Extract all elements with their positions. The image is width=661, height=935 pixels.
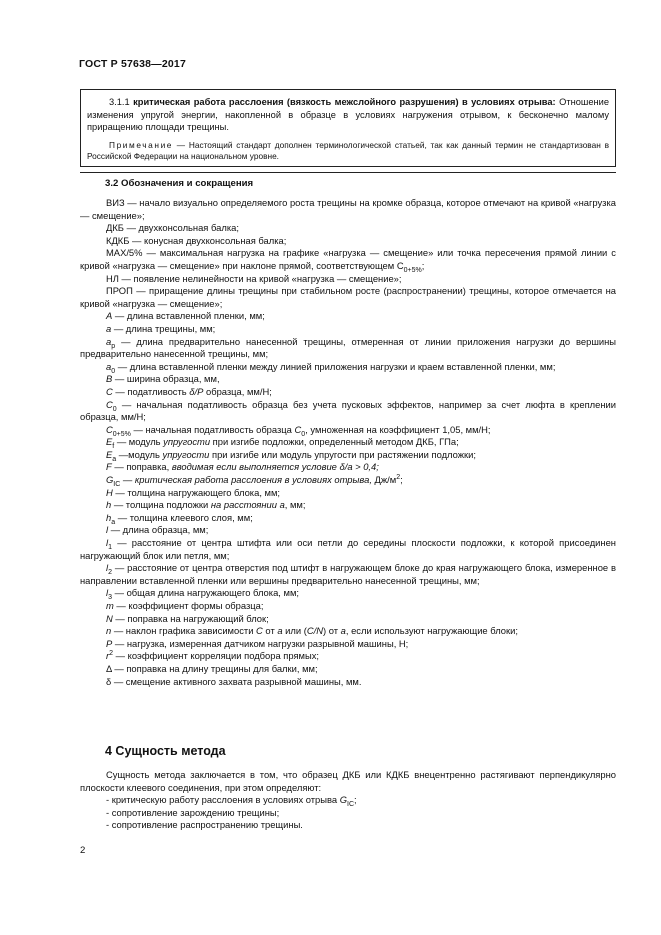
- symbol-Delta: Δ — поправка на длину трещины для балки, мм;: [106, 662, 318, 674]
- symbol-A: A — длина вставленной пленки, мм;: [106, 310, 265, 322]
- note-text: — Настоящий стандарт дополнен терминологической статьей, так как данный термин не стандартизован в Российской Федерации на национальном уровне.: [87, 139, 609, 161]
- definition-box: [80, 89, 616, 167]
- symbol-n: n — наклон графика зависимости C от a или (C/N) от a, если используют нагружающие блоки;: [106, 625, 518, 637]
- symbol-l3: $l_3$ — общая длина нагружающего блока, мм;: [106, 587, 299, 602]
- symbols-list: [80, 197, 616, 688]
- symbol-F: F — поправка, вводимая если выполняется условие δ/a > 0,4;: [106, 461, 379, 473]
- symbol-l: l — длина образца, мм;: [106, 524, 209, 536]
- symbol-B: B — ширина образца, мм,: [106, 373, 220, 385]
- definition-number: 3.1.1: [109, 97, 130, 107]
- symbol-C05: $C_{0+5\%}$ — начальная податливость образца $C_0$, умноженная на коэффициент 1,05, мм/Н;: [106, 423, 491, 438]
- list-item: - критическую работу расслоения в условиях отрыва $G_{IC}$;: [106, 794, 357, 809]
- definition-note: [87, 140, 609, 162]
- symbol-kdkb: КДКБ — конусная двухконсольная балка;: [106, 234, 287, 246]
- symbol-viz: ВИЗ — начало визуально определяемого роста трещины на кромке образца, которое отмечают на кривой «нагрузка — смещение»;: [80, 197, 616, 221]
- symbol-N: N — поправка на нагружающий блок;: [106, 612, 269, 624]
- section-divider: [80, 172, 616, 173]
- section-4-title: 4 Сущность метода: [105, 744, 226, 758]
- symbol-r2: $r^2$ — коэффициент корреляции подбора прямых;: [106, 650, 320, 662]
- symbol-m: m — коэффициент формы образца;: [106, 600, 264, 611]
- list-item: - сопротивление зарождению трещины;: [106, 806, 280, 818]
- symbol-a: a — длина трещины, мм;: [106, 322, 216, 334]
- section-4-body: [80, 769, 616, 832]
- symbol-P: P — нагрузка, измеренная датчиком нагрузки разрывной машины, Н;: [106, 637, 409, 649]
- symbol-prop: ПРОП — приращение длины трещины при стабильном росте (распространении) трещины, которое отмечается на кривой «нагрузка — смещение»;: [80, 285, 616, 309]
- symbol-a0: $a_0$ — длина вставленной пленки между линией приложения нагрузки и краем вставленной пленки, мм;: [106, 360, 556, 375]
- symbol-dkb: ДКБ — двухконсольная балка;: [106, 222, 239, 234]
- section-3-2-title: 3.2 Обозначения и сокращения: [105, 178, 254, 189]
- definition-text: Отношение изменения упругой энергии, накопленной в образце в условиях нагружения отрывом, к бесконечно малому приращению площади трещины.: [87, 97, 610, 132]
- symbol-max5: МАХ/5% — максимальная нагрузка на графике «нагрузка — смещение» или точка пересечения прямой линии с кривой «нагрузка — смещение» при наклоне прямой, соответствующем $C_{0+5\%}$;: [80, 247, 616, 274]
- symbol-delta: δ — смещение активного захвата разрывной машины, мм.: [106, 675, 362, 687]
- definition-paragraph: [87, 96, 609, 134]
- symbol-Ef: $E_f$ — модуль упругости при изгибе подложки, определенный методом ДКБ, ГПа;: [106, 436, 459, 451]
- symbol-Ea: $E_a$ —модуль упругости при изгибе или модуль упругости при растяжении подложки;: [106, 448, 476, 463]
- symbol-h: h — толщина подложки на расстоянии a, мм;: [106, 499, 306, 511]
- symbol-C0: $C_0$ — начальная податливость образца без учета пусковых эффектов, например за счет люфта в креплении образца, мм/Н;: [80, 398, 616, 423]
- symbol-l2: $l_2$ — расстояние от центра отверстия под штифт в нагружающем блоке до края нагружающего блока, измеренное в направлении вставленной пленки или вершины предварительно нанесенной трещины, мм;: [80, 562, 616, 586]
- symbol-l1: $l_1$ — расстояние от центра штифта или оси петли до середины плоскости подложки, к которой присоединен нагружающий блок или петля, мм;: [80, 537, 616, 561]
- symbol-C: C — податливость δ/P образца, мм/Н;: [106, 385, 272, 397]
- symbol-H: H — толщина нагружающего блока, мм;: [106, 486, 281, 498]
- page-number: 2: [80, 845, 86, 856]
- symbol-ha: $h_a$ — толщина клеевого слоя, мм;: [106, 511, 253, 526]
- symbol-nl: НЛ — появление нелинейности на кривой «нагрузка — смещение»;: [106, 272, 402, 284]
- section-4-intro: Сущность метода заключается в том, что образец ДКБ или КДКБ внецентренно растягивают перпендикулярно плоскости клеевого соединения, при этом определяют:: [80, 769, 616, 793]
- symbol-ap: $a_p$ — длина предварительно нанесенной трещины, отмеренная от линии приложения нагрузки до вершины предварительно нанесенной трещины, мм;: [80, 335, 616, 360]
- standard-header: ГОСТ Р 57638—2017: [79, 58, 187, 70]
- list-item: - сопротивление распространению трещины.: [106, 819, 303, 831]
- note-label: Примечание: [109, 139, 174, 150]
- symbol-Gic: $G_{IC}$ — критическая работа расслоения в условиях отрыва, $Дж/м^2$;: [106, 473, 403, 488]
- definition-term: критическая работа расслоения (вязкость межслойного разрушения) в условиях отрыва:: [133, 97, 556, 107]
